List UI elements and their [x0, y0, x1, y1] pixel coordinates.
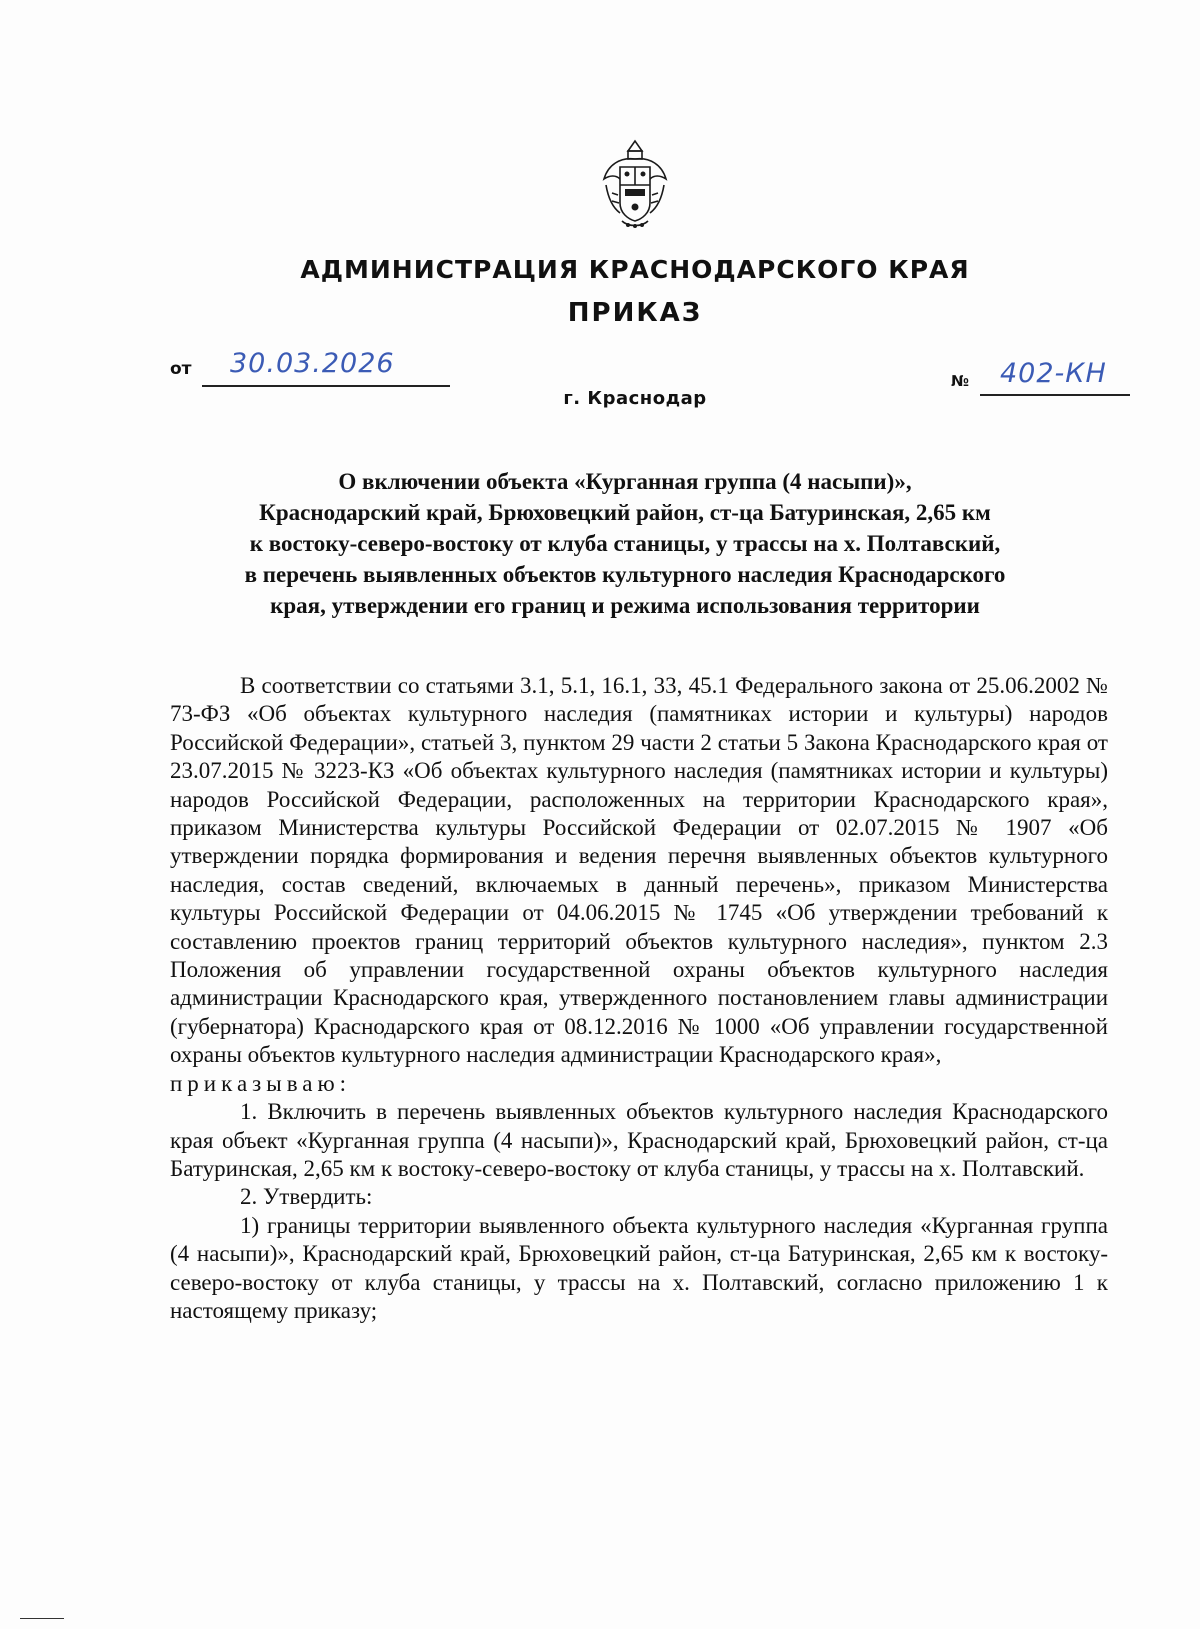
order-word: приказываю: [170, 1070, 352, 1096]
title-line: Краснодарский край, Брюховецкий район, ст-ца Батуринская, 2,65 км [259, 500, 991, 525]
item-1-paragraph: 1. Включить в перечень выявленных объектов культурного наследия Краснодарского края объект «Курганная группа (4 насыпи)», Краснодарский край, Брюховецкий район, ст-ца Батуринская, 2,65 км к востоку-северо-востоку от клуба станицы, у трассы на х. Полтавский. [170, 1099, 1108, 1181]
scan-mark [20, 1618, 64, 1619]
title-line: О включении объекта «Курганная группа (4 насыпи)», [338, 469, 912, 494]
number-value-handwritten: 402-КН [1000, 358, 1107, 389]
date-value-handwritten: 30.03.2026 [230, 348, 395, 379]
organization-name: АДМИНИСТРАЦИЯ КРАСНОДАРСКОГО КРАЯ [300, 255, 970, 284]
document-type: ПРИКАЗ [567, 298, 703, 328]
preamble-paragraph: В соответствии со статьями 3.1, 5.1, 16.1, 33, 45.1 Федерального закона от 25.06.2002 № 73-ФЗ «Об объектах культурного наследия (памятниках истории и культуры) народов Российской Федерации», статьей 3, пунктом 29 части 2 статьи 5 Закона Краснодарского края от 23.07.2015 № 3223-КЗ «Об объектах культурного наследия (памятниках истории и культуры) народов Российской Федерации, расположенных на территории Краснодарского края», приказом Министерства культуры Российской Федерации от 02.07.2015 № 1907 «Об утверждении порядка формирования и ведения перечня выявленных объектов культурного наследия, состав сведений, включаемых в данный перечень», приказом Министерства культуры Российской Федерации от 04.06.2015 № 1745 «Об утверждении требований к составлению проектов границ территорий объектов культурного наследия», пунктом 2.3 Положения об управлении государственной охраны объектов культурного наследия администрации Краснодарского края, утвержденного постановлением главы администрации (губернатора) Краснодарского края от 08.12.2016 № 1000 «Об управлении государственной охраны объектов культурного наследия администрации Краснодарского края», [170, 673, 1108, 1068]
document-body [170, 672, 1108, 1325]
coat-of-arms-icon [598, 137, 672, 229]
title-line: в перечень выявленных объектов культурного наследия Краснодарского [244, 562, 1006, 587]
number-underline [980, 394, 1130, 396]
item-2-1-paragraph: 1) границы территории выявленного объекта культурного наследия «Курганная группа (4 насыпи)», Краснодарский край, Брюховецкий район, ст-ца Батуринская, 2,65 км к востоку-северо-востоку от клуба станицы, у трассы на х. Полтавский, согласно приложению 1 к настоящему приказу; [170, 1212, 1108, 1323]
number-label: № [951, 372, 970, 390]
title-line: к востоку-северо-востоку от клуба станицы, у трассы на х. Полтавский, [249, 531, 1001, 556]
date-label: от [170, 359, 192, 379]
title-line: края, утверждении его границ и режима использования территории [270, 593, 980, 618]
city-name: г. Краснодар [563, 388, 707, 409]
date-underline [202, 385, 450, 387]
item-2-paragraph: 2. Утвердить: [240, 1184, 373, 1210]
document-title [150, 466, 1100, 621]
